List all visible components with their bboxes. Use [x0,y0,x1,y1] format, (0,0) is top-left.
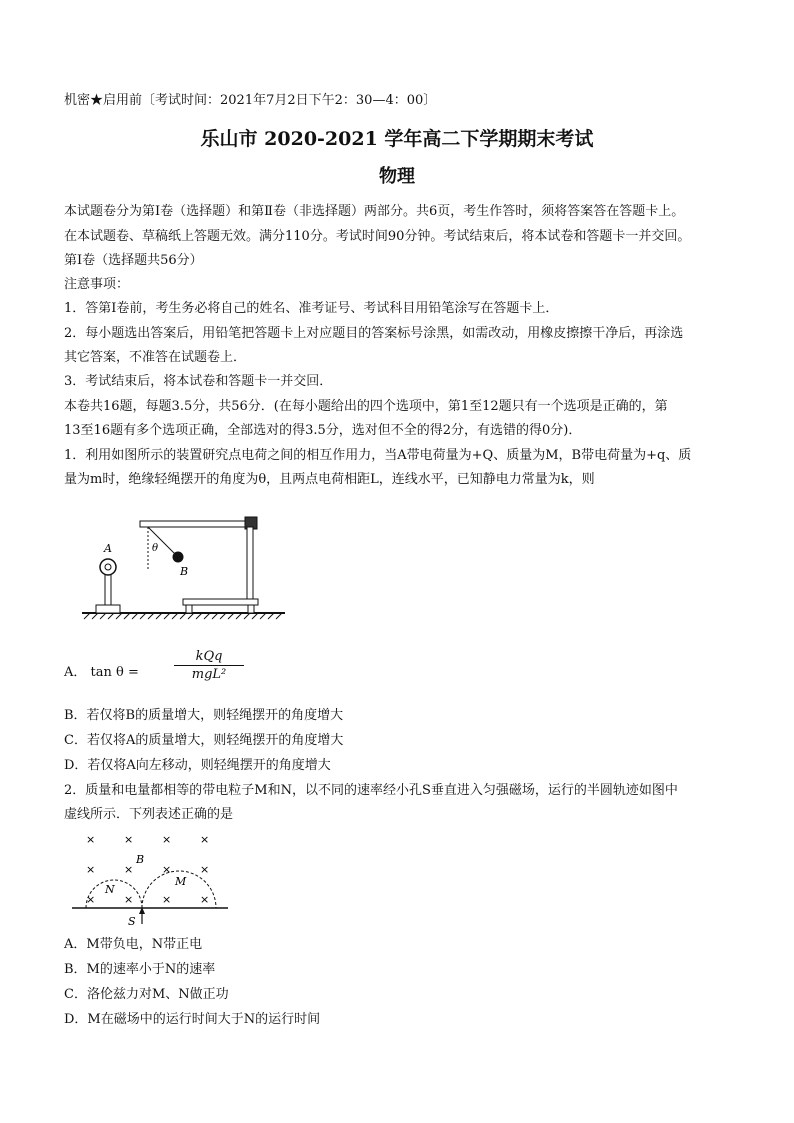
label-n: N [105,883,115,896]
svg-text:×: × [86,893,96,906]
intro-line: 13至16题有多个选项正确，全部选对的得3.5分，选对但不全的得2分，有选错的得0分)． [64,423,582,438]
label-a: A [104,542,112,555]
label-s: S [128,915,136,928]
intro-line: 在本试题卷、草稿纸上答题无效。满分110分。考试时间90分钟。考试结束后，将本试卷和答题卡一并交回。 [64,229,691,244]
intro-line: 本卷共16题，每题3.5分，共56分．(在每小题给出的四个选项中，第1至12题只有一个选项是正确的，第 [64,399,668,414]
q1-option-d: D．若仅将A向左移动，则轻绳摆开的角度增大 [64,758,331,773]
q1-option-c: C．若仅将A的质量增大，则轻绳摆开的角度增大 [64,733,344,748]
ball-b [173,552,184,563]
q2-option-d: D．M在磁场中的运行时间大于N的运行时间 [64,1012,321,1027]
exam-title: 乐山市 2020-2021 学年高二下学期期末考试 [200,128,594,150]
fraction-numerator: kQq [174,649,244,666]
q2-option-a: A．M带负电，N带正电 [64,937,203,952]
svg-text:×: × [86,863,96,876]
intro-line: 其它答案，不准答在试题卷上． [64,350,247,365]
q2-figure [72,829,232,929]
svg-text:×: × [124,833,134,846]
label-theta: θ [152,543,159,554]
intro-line: 注意事项： [64,277,130,292]
svg-text:×: × [200,833,210,846]
option-a-prefix: A． tan θ = [64,665,139,680]
svg-text:×: × [124,863,134,876]
intro-line: 2．每小题选出答案后，用铅笔把答题卡上对应题目的答案标号涂黑，如需改动，用橡皮擦擦干净后，再涂选 [64,326,684,341]
subject-title: 物理 [379,166,415,187]
svg-text:×: × [124,893,134,906]
q1-stem: 1．利用如图所示的装置研究点电荷之间的相互作用力，当A带电荷量为+Q、质量为M，B带电荷量为+q、质 [64,448,692,463]
q2-stem: 2．质量和电量都相等的带电粒子M和N，以不同的速率经小孔S垂直进入匀强磁场，运行的半圆轨迹如图中 [64,783,678,798]
intro-line: 1．答第Ⅰ卷前，考生务必将自己的姓名、准考证号、考试科目用铅笔涂写在答题卡上． [64,301,559,316]
q1-stem: 量为m时，绝缘轻绳摆开的角度为θ，且两点电荷相距L，连线水平，已知静电力常量为k，则 [64,472,595,487]
q1-option-b: B．若仅将B的质量增大，则轻绳摆开的角度增大 [64,708,344,723]
intro-line: 3．考试结束后，将本试卷和答题卡一并交回． [64,374,333,389]
svg-text:×: × [162,833,172,846]
label-b: B [180,565,189,578]
label-b-field: B [136,853,145,866]
support-frame [140,517,258,613]
svg-text:×: × [200,863,210,876]
stand-a [96,559,120,613]
q2-option-b: B．M的速率小于N的速率 [64,962,216,977]
q2-option-c: C．洛伦兹力对M、N做正功 [64,987,229,1002]
q1-figure [80,507,290,627]
intro-line: 第Ⅰ卷（选择题共56分） [64,253,203,268]
svg-text:×: × [86,833,96,846]
svg-text:×: × [162,863,172,876]
confidential-note: 机密★启用前〔考试时间：2021年7月2日下午2：30—4：00〕 [64,93,437,108]
intro-line: 本试题卷分为第Ⅰ卷（选择题）和第Ⅱ卷（非选择题）两部分。共6页，考生作答时，须将答案答在答题卡上。 [64,204,685,219]
fraction-denominator: mgL² [191,667,227,682]
svg-text:×: × [162,893,172,906]
label-m: M [175,875,187,888]
q2-stem: 虚线所示．下列表述正确的是 [64,807,234,822]
q1-option-a [64,649,264,689]
option-a-fraction [174,649,244,682]
svg-text:×: × [200,893,210,906]
